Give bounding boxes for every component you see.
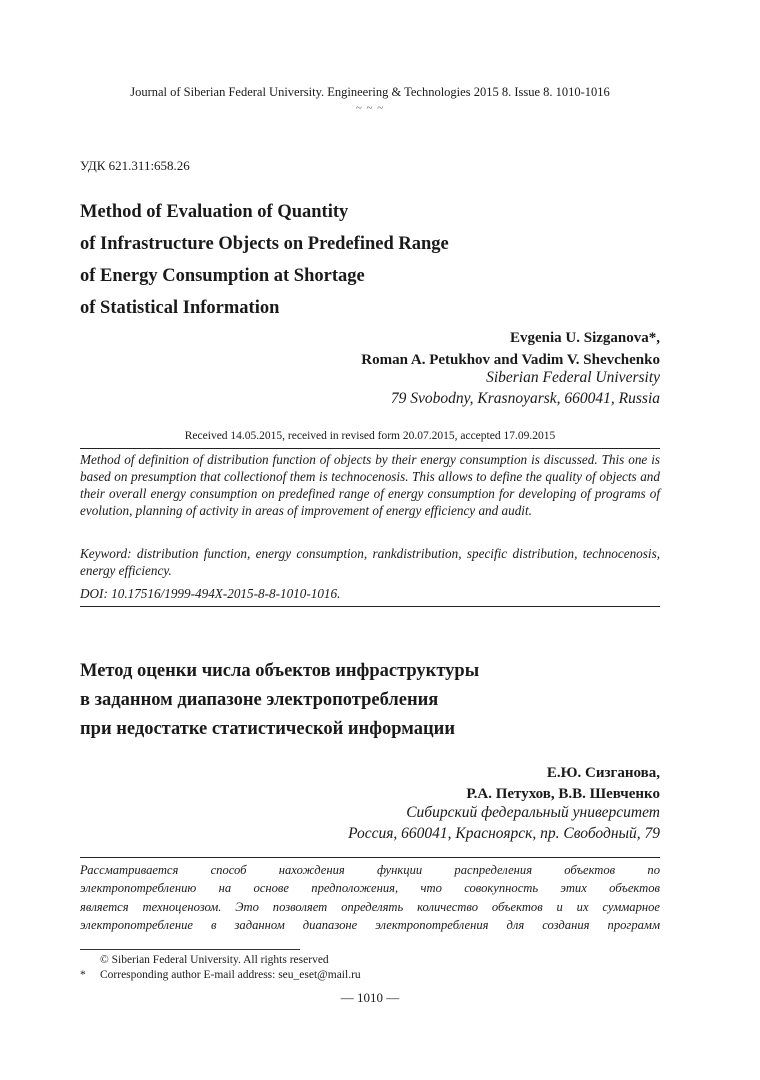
header-ornament: ~ ~ ~ — [355, 102, 385, 114]
corresponding-email[interactable]: Corresponding author E-mail address: seu_eset@mail.ru — [100, 969, 361, 981]
doi-link[interactable]: DOI: 10.17516/1999-494X-2015-8-8-1010-1016. — [80, 586, 341, 601]
english-author-line: Roman A. Petukhov and Vadim V. Shevchenko — [361, 352, 660, 368]
russian-title-line: при недостатке статистической информации — [80, 719, 455, 739]
english-title-line: of Energy Consumption at Shortage — [80, 266, 365, 286]
russian-abstract-line: электропотреблению на основе предположения, что совокупность этих объектов — [80, 881, 660, 896]
english-title-line: Method of Evaluation of Quantity — [80, 202, 349, 222]
russian-title — [80, 657, 479, 744]
english-affiliation-line: Siberian Federal University — [486, 369, 660, 386]
corresponding-footnote — [80, 968, 361, 983]
english-title-line: of Statistical Information — [80, 298, 280, 318]
russian-affiliation-line: Россия, 660041, Красноярск, пр. Свободный, 79 — [348, 825, 660, 842]
russian-affiliation-line: Сибирский федеральный университет — [406, 804, 660, 821]
russian-abstract-line: электропотребление в заданном диапазоне электропотребления для создания программ — [80, 917, 660, 932]
english-authors — [361, 327, 660, 371]
english-keywords: Keyword: distribution function, energy consumption, rankdistribution, specific distribution, technocenosis, energy efficiency. — [80, 546, 660, 578]
russian-author-line: Р.А. Петухов, В.В. Шевченко — [466, 786, 660, 802]
russian-authors — [466, 763, 660, 805]
russian-abstract — [80, 861, 660, 934]
abstract-bottom-rule — [80, 606, 660, 607]
english-author-line: Evgenia U. Sizganova*, — [509, 330, 660, 346]
page-number: — 1010 — — [340, 990, 400, 1005]
udk-code: УДК 621.311:658.26 — [80, 158, 190, 173]
footnote-star: * — [80, 969, 86, 981]
footnotes — [80, 953, 361, 983]
russian-abstract-top-rule — [80, 857, 660, 858]
russian-author-line: Е.Ю. Сизганова, — [546, 765, 660, 781]
russian-affiliation — [348, 802, 660, 844]
russian-title-line: в заданном диапазоне электропотребления — [80, 690, 439, 710]
copyright-footnote — [80, 953, 361, 968]
english-affiliation-line: 79 Svobodny, Krasnoyarsk, 660041, Russia — [390, 390, 660, 407]
journal-header: Journal of Siberian Federal University. Engineering & Technologies 2015 8. Issue 8. 1010-1016 — [130, 85, 610, 99]
english-abstract: Method of definition of distribution function of objects by their energy consumption is discussed. This one is based on presumption that collectionof them is technocenosis. This allows to define the quality of objects and their overall energy consumption on predefined range of energy consumption for developing of programs of evolution, planning of activity in areas of improvement of energy efficiency and audit. — [80, 452, 660, 518]
received-dates: Received 14.05.2015, received in revised form 20.07.2015, accepted 17.09.2015 — [184, 430, 556, 442]
russian-title-line: Метод оценки числа объектов инфраструктуры — [80, 661, 480, 681]
footnote-rule — [80, 949, 300, 950]
russian-abstract-line: Рассматривается способ нахождения функции распределения объектов по — [80, 863, 660, 877]
english-title — [80, 196, 449, 324]
abstract-top-rule — [80, 448, 660, 449]
english-title-line: of Infrastructure Objects on Predefined Range — [80, 234, 449, 254]
russian-abstract-line: является техноценозом. Это позволяет определять количество объектов и их суммарное — [80, 899, 660, 914]
english-affiliation — [391, 367, 660, 409]
copyright-text: © Siberian Federal University. All rights reserved — [100, 954, 329, 966]
